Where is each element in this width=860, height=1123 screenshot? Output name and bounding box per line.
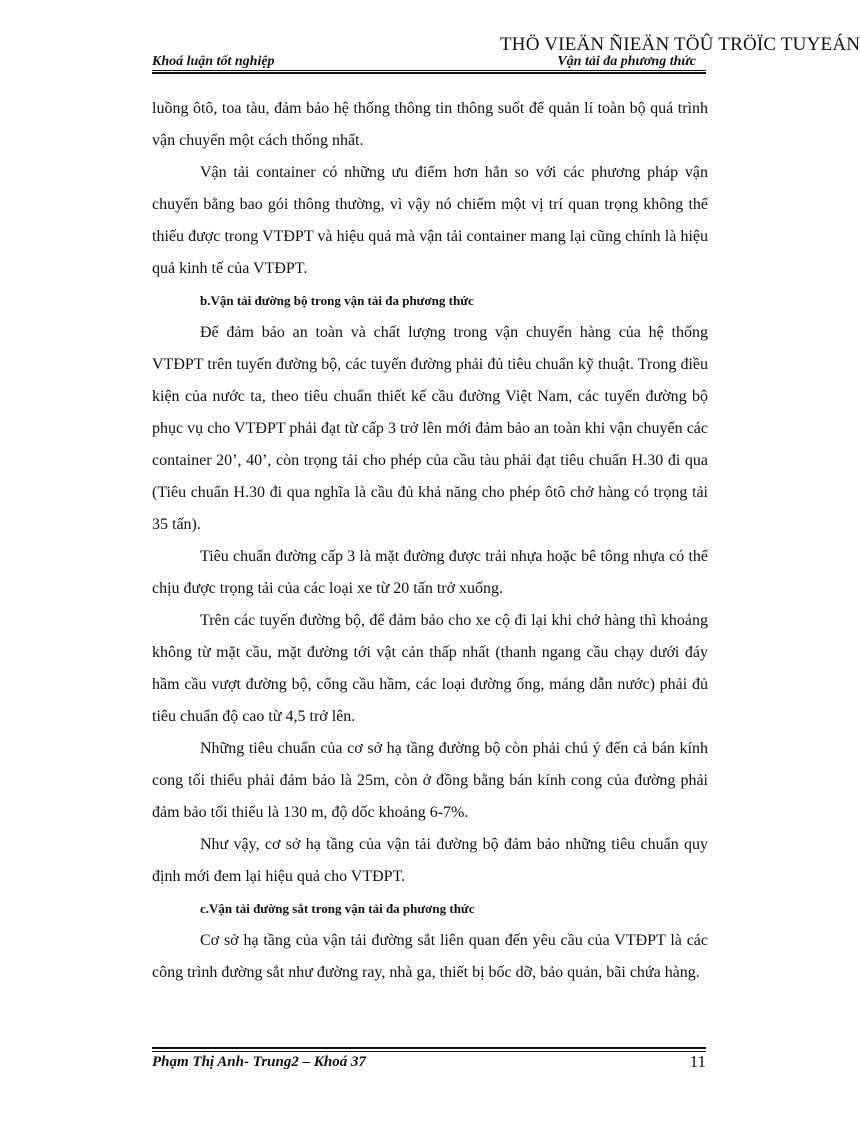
body-paragraph: Tiêu chuẩn đường cấp 3 là mặt đường được trải nhựa hoặc bê tông nhựa có thể chịu được trọng tải của các loại xe từ 20 tấn trở xuống. — [152, 548, 708, 597]
body-paragraph: Trên các tuyến đường bộ, để đảm bảo cho xe cộ đi lại khi chở hàng thì khoảng không từ mặt cầu, mặt đường tới vật cản thấp nhất (thanh ngang cầu chạy dưới đáy hầm cầu vượt đường bộ, cổng cầu hầm, các loại đường ống, máng dẫn nước) phải đủ tiêu chuẩn độ cao từ 4,5 trở lên. — [152, 612, 708, 725]
body-paragraph: Để đảm bảo an toàn và chất lượng trong vận chuyển hàng của hệ thống VTĐPT trên tuyến đường bộ, các tuyến đường phải đủ tiêu chuẩn kỹ thuật. Trong điều kiện của nước ta, theo tiêu chuẩn thiết kế cầu đường Việt Nam, các tuyến đường bộ phục vụ cho VTĐPT phải đạt từ cấp 3 trở lên mới đảm bảo an toàn khi vận chuyển các container 20’, 40’, còn trọng tải cho phép của cầu tàu phải đạt tiêu chuẩn H.30 đi qua (Tiêu chuẩn H.30 đi qua nghĩa là cầu đủ khả năng cho phép ôtô chở hàng có trọng tải 35 tấn). — [152, 324, 708, 533]
header-rule-bottom — [152, 72, 706, 74]
header-rule-top — [152, 70, 706, 71]
footer-author: Phạm Thị Anh- Trung2 – Khoá 37 — [152, 1054, 366, 1070]
body-paragraph: Như vậy, cơ sở hạ tầng của vận tải đường bộ đảm bảo những tiêu chuẩn quy định mới đem lại hiệu quả cho VTĐPT. — [152, 836, 708, 885]
footer-rule-top — [152, 1047, 706, 1049]
page-number: 11 — [689, 1052, 706, 1071]
section-heading: c.Vận tải đường sắt trong vận tải đa phương thức — [200, 901, 475, 916]
body-paragraph: Cơ sở hạ tầng của vận tải đường sắt liên quan đến yêu cầu của VTĐPT là các công trình đường sắt như đường ray, nhà ga, thiết bị bốc dỡ, bảo quản, bãi chứa hàng. — [152, 932, 708, 981]
body-paragraph: Những tiêu chuẩn của cơ sở hạ tầng đường bộ còn phải chú ý đến cả bán kính cong tối thiểu phải đảm bảo là 25m, còn ở đồng bằng bán kính cong của đường phải đảm bảo tối thiểu là 130 m, độ dốc khoảng 6-7%. — [152, 740, 708, 821]
document-body — [152, 93, 708, 989]
header-topic-label: Vận tải đa phương thức — [557, 54, 696, 69]
body-paragraph: Vận tải container có những ưu điểm hơn hẳn so với các phương pháp vận chuyển bằng bao gói thông thường, vì vậy nó chiếm một vị trí quan trọng không thể thiếu được trong VTĐPT và hiệu quả mà vận tải container mang lại cũng chính là hiệu quả kinh tế của VTĐPT. — [152, 164, 708, 277]
footer-rule-bottom — [152, 1051, 706, 1052]
body-paragraph: luồng ôtô, toa tàu, đảm bảo hệ thống thông tin thông suốt để quản lí toàn bộ quá trình vận chuyển một cách thống nhất. — [152, 100, 708, 149]
header-thesis-label: Khoá luận tốt nghiệp — [152, 54, 275, 69]
library-watermark: THÖ VIEÄN ÑIEÄN TÖÛ TRÖÏC TUYEÁN — [500, 34, 860, 55]
page-footer — [152, 1054, 706, 1076]
section-heading: b.Vận tải đường bộ trong vận tải đa phương thức — [200, 293, 474, 308]
page-header — [152, 54, 704, 70]
